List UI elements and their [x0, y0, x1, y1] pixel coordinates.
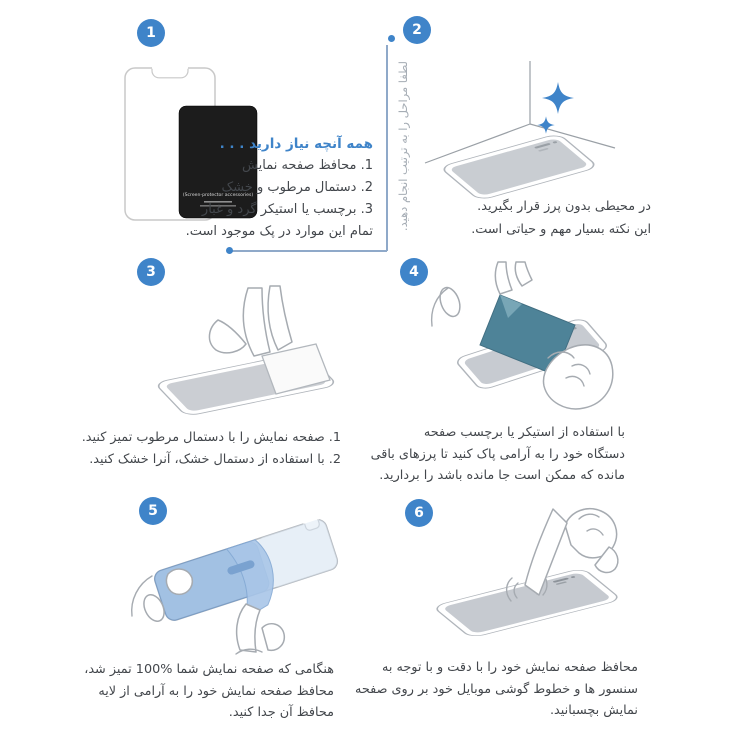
right-hand: [236, 604, 284, 654]
step-6-badge: 6: [405, 499, 433, 527]
vertical-order-note: لطفا مراحل را به ترتیب انجام دهید.: [396, 60, 410, 232]
step-3-caption: 1. صفحه نمایش را با دستمال مرطوب تمیز کنید. 2. با استفاده از دستمال خشک، آنرا خشک کنید.: [81, 430, 341, 467]
phone: [439, 133, 598, 200]
step-3-badge: 3: [137, 258, 165, 286]
step-1-item: 1. محافظ صفحه نمایش: [242, 158, 373, 173]
step-2-badge: 2: [403, 16, 431, 44]
connector-vertical-line: [386, 45, 388, 251]
step-5-illustration: [128, 512, 358, 657]
step-4-caption: با استفاده از استیکر یا برچسب صفحه دستگاه خود را به آرامی پاک کنید تا پرزهای باقی مانده که ممکن است جا مانده باشد را بردارید.: [370, 425, 625, 483]
step-4-badge: 4: [400, 258, 428, 286]
pinching-fingers: [495, 262, 532, 294]
step-1-text-block: [186, 133, 373, 243]
step-4-illustration: [420, 262, 650, 437]
connector-horizontal-line: [232, 250, 387, 252]
step-1-heading: همه آنچه نیاز دارید . . .: [219, 136, 373, 152]
step-3-illustration: [130, 278, 360, 438]
step-5-badge: 5: [139, 497, 167, 525]
connector-dot-top: [388, 35, 395, 42]
card-label: (Screen-protector accessories): [182, 193, 254, 198]
step-5-caption: هنگامی که صفحه نمایش شما %100 تمیز شد، محافظ صفحه نمایش خود را به آرامی از لایه محافظ آن جدا کنید.: [84, 662, 334, 720]
step-1-item: 3. برچسب یا استیکر گرد و غبار: [201, 202, 373, 217]
connector-dot-bottom: [226, 247, 233, 254]
step-1-badge: 1: [137, 19, 165, 47]
step-1-item: 2. دستمال مرطوب و خشک: [221, 180, 373, 195]
step-1-note: تمام این موارد در پک موجود است.: [185, 224, 373, 239]
sparkles-icon: [537, 82, 574, 134]
step-2-illustration: [415, 55, 665, 205]
step-6-caption: محافظ صفحه نمایش خود را با دقت و با توجه به سنسور ها و خطوط گوشی موبایل خود بر روی صفحه نمایش بچسبانید.: [354, 660, 638, 718]
step-6-illustration: [415, 505, 665, 655]
wiping-hand: [209, 286, 292, 356]
step-2-caption: در محیطی بدون پرز قرار بگیرید. این نکته بسیار مهم و حیاتی است.: [471, 199, 651, 237]
